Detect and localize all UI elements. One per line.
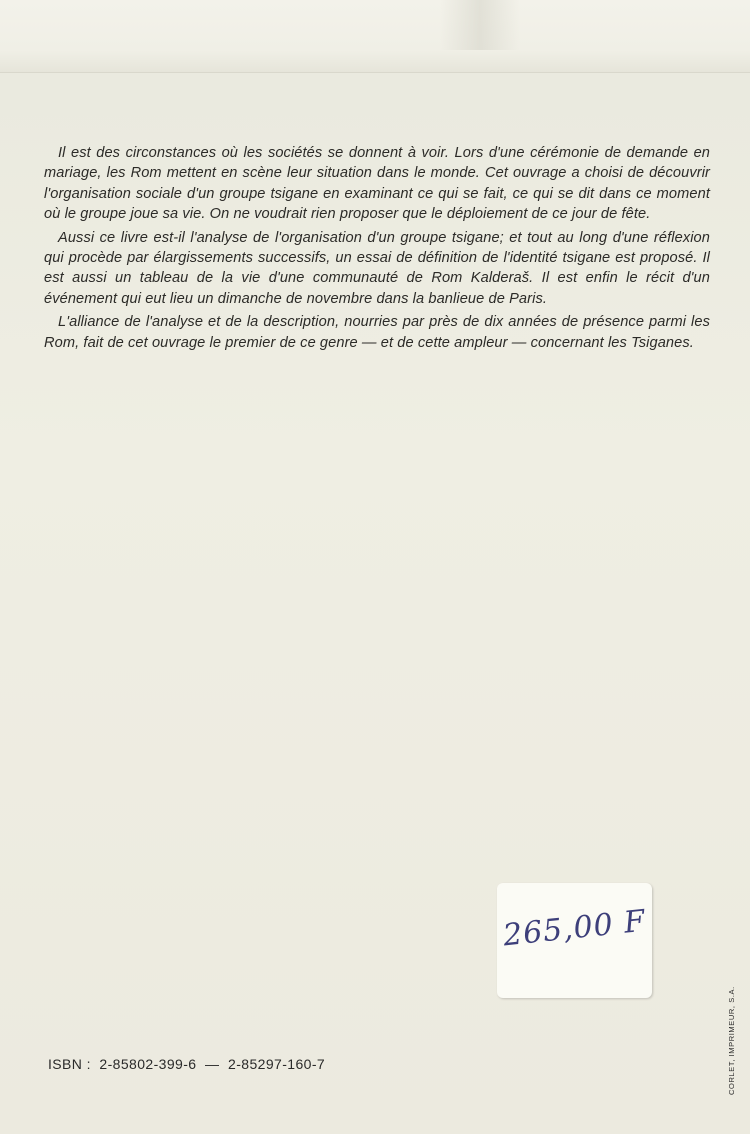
blurb-paragraph-3: L'alliance de l'analyse et de la description, nourries par près de dix années de présence parmi les Rom, fait de cet ouvrage le premier de ce genre — et de cette ampleur — concernant les Tsiganes. bbox=[44, 314, 710, 351]
isbn-line: ISBN : 2-85802-399-6 — 2-85297-160-7 bbox=[48, 1056, 326, 1072]
price-sticker bbox=[497, 883, 652, 998]
blurb-text bbox=[44, 143, 710, 356]
handwritten-price: 265,00 F bbox=[501, 903, 648, 954]
printer-credit: CORLET, IMPRIMEUR, S.A. bbox=[727, 986, 736, 1095]
blurb-paragraph-1: Il est des circonstances où les sociétés se donnent à voir. Lors d'une cérémonie de demande en mariage, les Rom mettent en scène leur situation dans le monde. Cet ouvrage a choisi de découvrir l'organisation sociale d'un groupe tsigane en examinant ce qui se fait, ce qui se dit dans ce moment où le groupe joue sa vie. On ne voudrait rien proposer que le déploiement de ce jour de fête. bbox=[44, 145, 710, 223]
tape-edge bbox=[440, 0, 520, 50]
tape-strip bbox=[0, 0, 750, 73]
blurb-paragraph-2: Aussi ce livre est-il l'analyse de l'organisation d'un groupe tsigane; et tout au long d'une réflexion qui procède par élargissements successifs, un essai de définition de l'identité tsigane est proposé. Il est aussi un tableau de la vie d'une communauté de Rom Kalderaš. Il est enfin le récit d'un événement qui eut lieu un dimanche de novembre dans la banlieue de Paris. bbox=[44, 229, 710, 307]
